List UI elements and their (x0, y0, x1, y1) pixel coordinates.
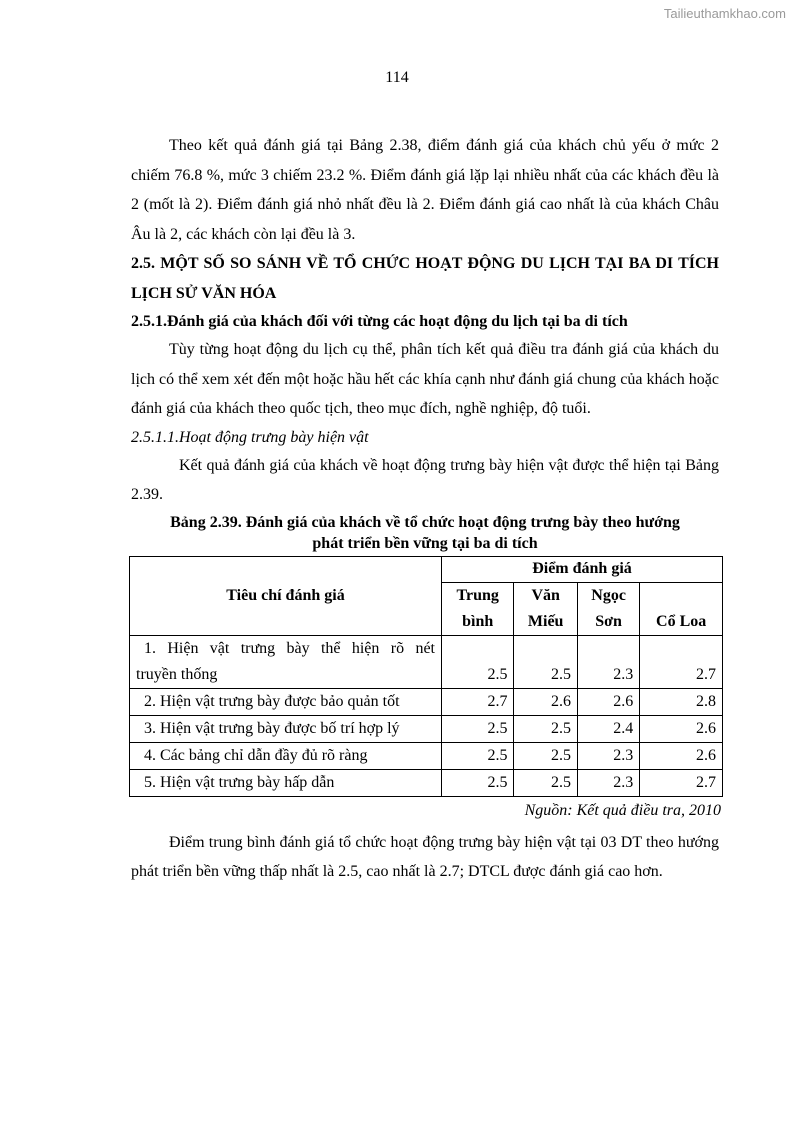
value-cell: 2.5 (442, 742, 514, 769)
column-header-ngoc-son: Ngọc Sơn (577, 582, 639, 635)
criteria-header: Tiêu chí đánh giá (130, 556, 442, 635)
value-cell: 2.3 (577, 769, 639, 796)
paragraph-3: Kết quả đánh giá của khách về hoạt động trưng bày hiện vật được thể hiện tại Bảng 2.39. (131, 456, 719, 503)
table-row (130, 742, 723, 769)
criterion-cell: 1. Hiện vật trưng bày thể hiện rõ nét truyền thống (130, 635, 442, 688)
table-row (130, 715, 723, 742)
evaluation-table (129, 556, 723, 797)
value-cell: 2.5 (514, 742, 578, 769)
criterion-cell: 2. Hiện vật trưng bày được bảo quản tốt (130, 688, 442, 715)
value-cell: 2.7 (442, 688, 514, 715)
value-cell: 2.6 (577, 688, 639, 715)
table-row (130, 688, 723, 715)
value-cell: 2.5 (514, 715, 578, 742)
subsection-heading-2-5-1: 2.5.1.Đánh giá của khách đối với từng các hoạt động du lịch tại ba di tích (131, 313, 628, 330)
table-caption (131, 512, 719, 554)
value-cell: 2.5 (514, 769, 578, 796)
value-cell: 2.7 (640, 635, 723, 688)
table-caption-line-1: Bảng 2.39. Đánh giá của khách về tổ chức hoạt động trưng bày theo hướng (170, 513, 680, 531)
table-row (130, 769, 723, 796)
value-cell: 2.3 (577, 742, 639, 769)
paragraph-2: Tùy từng hoạt động du lịch cụ thể, phân tích kết quả điều tra đánh giá của khách du lịch có thể xem xét đến một hoặc hầu hết các khía cạnh như đánh giá chung của khách hoặc đánh giá của khách theo quốc tịch, theo mục đích, nghề nghiệp, độ tuổi. (131, 341, 719, 417)
page-content (131, 131, 719, 887)
paragraph-4: Điểm trung bình đánh giá tổ chức hoạt động trưng bày hiện vật tại 03 DT theo hướng phát triển bền vững thấp nhất là 2.5, cao nhất là 2.7; DTCL được đánh giá cao hơn. (131, 833, 719, 880)
subsubsection-heading-2-5-1-1: 2.5.1.1.Hoạt động trưng bày hiện vật (131, 428, 369, 446)
column-header-van-mieu: Văn Miếu (514, 582, 578, 635)
value-cell: 2.3 (577, 635, 639, 688)
value-cell: 2.5 (514, 635, 578, 688)
value-cell: 2.4 (577, 715, 639, 742)
table-header-row-1 (130, 556, 723, 582)
criterion-cell: 3. Hiện vật trưng bày được bố trí hợp lý (130, 715, 442, 742)
table-source: Nguồn: Kết quả điều tra, 2010 (524, 801, 721, 819)
column-header-co-loa: Cổ Loa (640, 582, 723, 635)
value-cell: 2.7 (640, 769, 723, 796)
value-cell: 2.5 (442, 635, 514, 688)
watermark: Tailieuthamkhao.com (663, 6, 786, 21)
page-number: 114 (385, 69, 409, 86)
section-heading-2-5: 2.5. MỘT SỐ SO SÁNH VỀ TỔ CHỨC HOẠT ĐỘNG DU LỊCH TẠI BA DI TÍCH LỊCH SỬ VĂN HÓA (131, 255, 719, 302)
table-caption-line-2: phát triển bền vững tại ba di tích (312, 534, 538, 552)
value-cell: 2.5 (442, 769, 514, 796)
value-cell: 2.6 (640, 715, 723, 742)
value-cell: 2.8 (640, 688, 723, 715)
criterion-cell: 4. Các bảng chỉ dẫn đầy đủ rõ ràng (130, 742, 442, 769)
value-cell: 2.6 (514, 688, 578, 715)
value-cell: 2.5 (442, 715, 514, 742)
value-cell: 2.6 (640, 742, 723, 769)
criterion-cell: 5. Hiện vật trưng bày hấp dẫn (130, 769, 442, 796)
table-row (130, 635, 723, 688)
column-header-average: Trung bình (442, 582, 514, 635)
paragraph-1: Theo kết quả đánh giá tại Bảng 2.38, điểm đánh giá của khách chủ yếu ở mức 2 chiếm 76.8 %, mức 3 chiếm 23.2 %. Điểm đánh giá lặp lại nhiều nhất của các khách đều là 2 (mốt là 2). Điểm đánh giá nhỏ nhất đều là 2. Điểm đánh giá cao nhất là của khách Châu Âu là 2, các khách còn lại đều là 3. (131, 137, 719, 243)
score-header: Điểm đánh giá (442, 556, 723, 582)
